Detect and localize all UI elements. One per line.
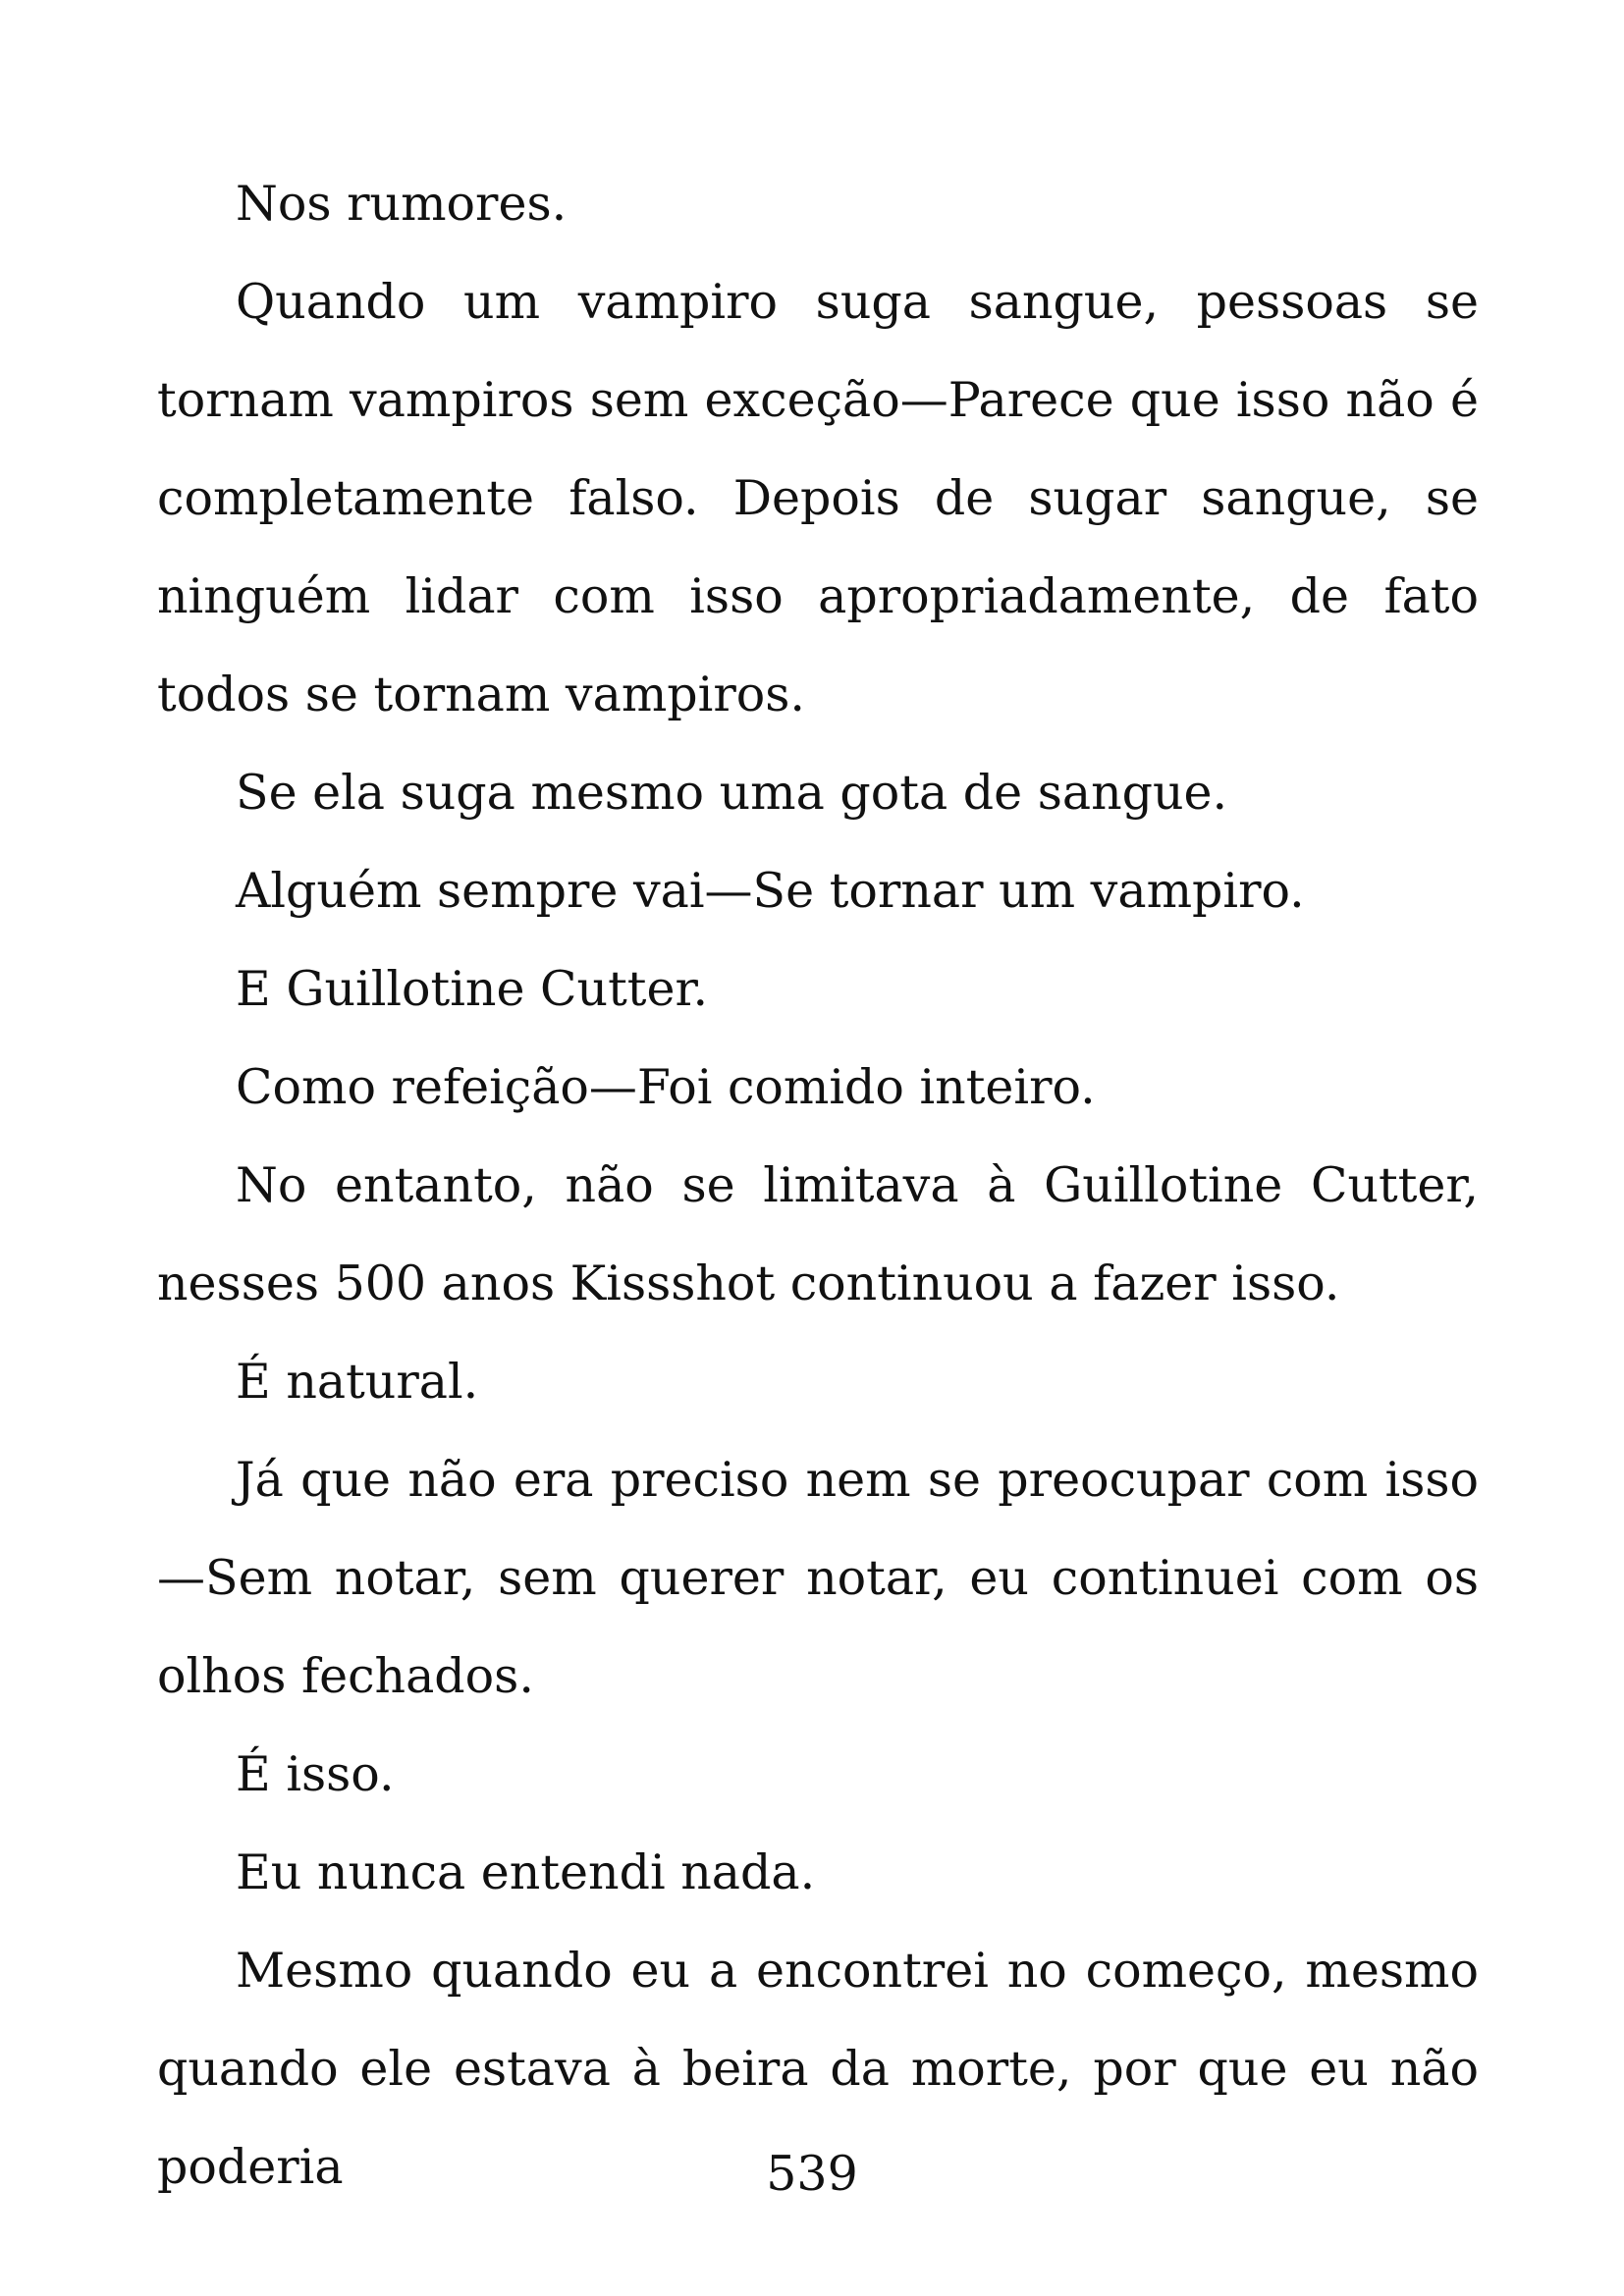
paragraph: Se ela suga mesmo uma gota de sangue.	[236, 765, 1228, 821]
paragraph: Mesmo quando eu a encontrei no começo, mesmo quando ele estava à beira da morte, por que eu não poderia	[157, 1943, 1479, 2195]
paragraph: Já que não era preciso nem se preocupar com isso—Sem notar, sem querer notar, eu continuei com os olhos fechados.	[157, 1452, 1479, 1704]
paragraph: E Guillotine Cutter.	[236, 961, 709, 1017]
paragraph: É natural.	[236, 1354, 479, 1410]
paragraph: Alguém sempre vai—Se tornar um vampiro.	[236, 863, 1305, 919]
paragraph: Quando um vampiro suga sangue, pessoas se tornam vampiros sem exceção—Parece que isso não é completamente falso. Depois de sugar sangue, se ninguém lidar com isso apropriadamente, de fato todos se tornam vampiros.	[157, 274, 1479, 722]
paragraph: Eu nunca entendi nada.	[236, 1844, 816, 1900]
page-body	[157, 155, 1479, 2216]
paragraph: Como refeição—Foi comido inteiro.	[236, 1059, 1096, 1115]
paragraph: Nos rumores.	[236, 176, 568, 232]
page-number: 539	[766, 2146, 858, 2202]
paragraph: No entanto, não se limitava à Guillotine Cutter, nesses 500 anos Kissshot continuou a fazer isso.	[157, 1157, 1479, 1311]
paragraph: É isso.	[236, 1746, 395, 1802]
